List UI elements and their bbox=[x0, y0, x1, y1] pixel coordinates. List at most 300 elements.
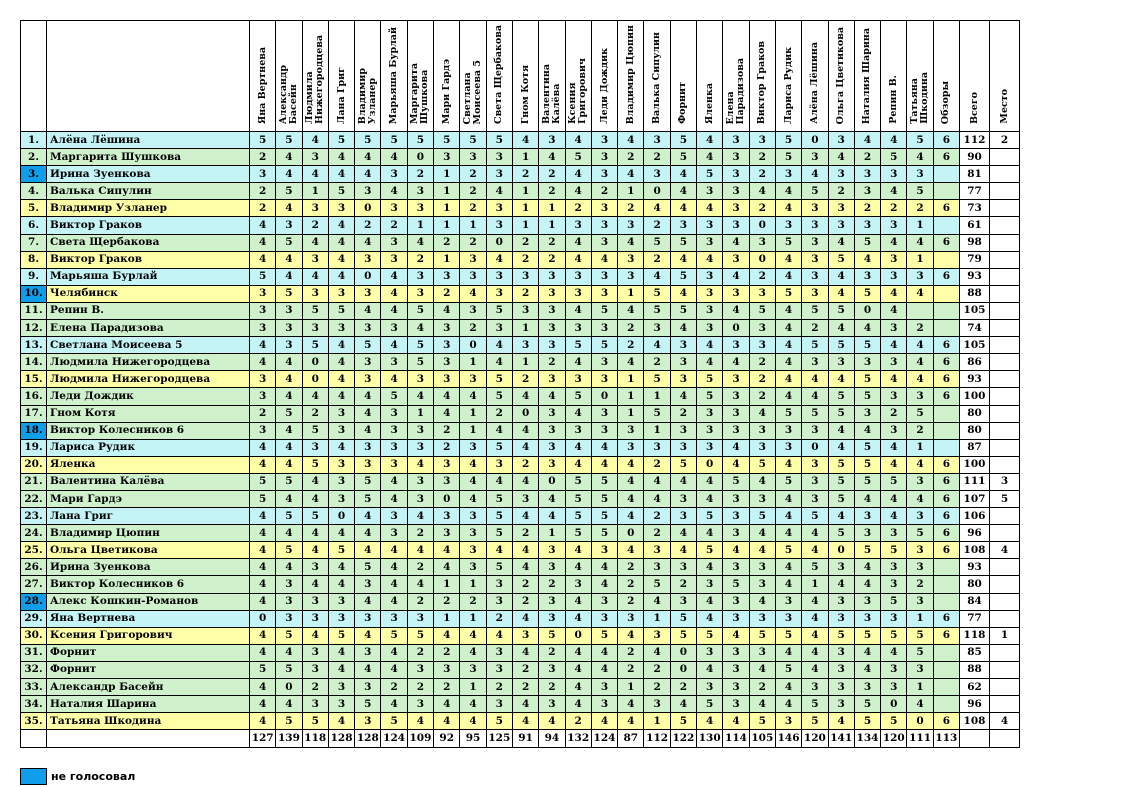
row-place: 3 bbox=[990, 473, 1020, 490]
row-number: 16. bbox=[21, 388, 47, 405]
row-total: 93 bbox=[960, 371, 990, 388]
score-cell: 6 bbox=[933, 371, 959, 388]
score-cell: 2 bbox=[486, 679, 512, 696]
score-cell: 2 bbox=[460, 166, 486, 183]
participant-name: Ксения Григорович bbox=[47, 627, 250, 644]
score-cell: 5 bbox=[775, 234, 801, 251]
score-cell: 4 bbox=[512, 388, 538, 405]
column-total: 91 bbox=[512, 730, 538, 748]
score-cell bbox=[933, 251, 959, 268]
row-total: 84 bbox=[960, 593, 990, 610]
score-cell: 3 bbox=[381, 320, 407, 337]
score-cell: 5 bbox=[276, 713, 302, 730]
score-cell bbox=[933, 679, 959, 696]
score-cell: 6 bbox=[933, 337, 959, 354]
score-cell: 3 bbox=[591, 542, 617, 559]
score-cell: 4 bbox=[565, 439, 591, 456]
score-cell: 3 bbox=[775, 439, 801, 456]
score-cell: 4 bbox=[828, 234, 854, 251]
score-cell: 3 bbox=[802, 473, 828, 490]
score-cell: 3 bbox=[749, 285, 775, 302]
score-cell: 6 bbox=[933, 627, 959, 644]
score-cell: 4 bbox=[486, 251, 512, 268]
score-cell: 3 bbox=[723, 337, 749, 354]
score-cell: 5 bbox=[854, 439, 880, 456]
row-number: 10. bbox=[21, 285, 47, 302]
judge-header bbox=[407, 21, 433, 132]
score-cell: 0 bbox=[749, 251, 775, 268]
table-row bbox=[21, 183, 1020, 200]
score-cell: 4 bbox=[460, 627, 486, 644]
row-place bbox=[990, 337, 1020, 354]
score-cell: 3 bbox=[723, 183, 749, 200]
score-cell: 5 bbox=[407, 354, 433, 371]
score-cell: 1 bbox=[618, 285, 644, 302]
score-cell: 3 bbox=[512, 627, 538, 644]
score-cell: 2 bbox=[512, 251, 538, 268]
row-total: 105 bbox=[960, 302, 990, 319]
score-cell bbox=[933, 320, 959, 337]
score-cell: 2 bbox=[460, 200, 486, 217]
score-cell: 5 bbox=[881, 473, 907, 490]
score-cell: 2 bbox=[881, 200, 907, 217]
table-row bbox=[21, 679, 1020, 696]
score-cell: 3 bbox=[828, 166, 854, 183]
score-cell: 3 bbox=[775, 593, 801, 610]
score-cell: 3 bbox=[881, 576, 907, 593]
score-cell: 0 bbox=[355, 200, 381, 217]
row-place bbox=[990, 405, 1020, 422]
score-cell: 4 bbox=[644, 490, 670, 507]
score-cell: 5 bbox=[828, 302, 854, 319]
score-cell: 4 bbox=[670, 285, 696, 302]
score-cell: 2 bbox=[565, 713, 591, 730]
participant-name: Светлана Моисеева 5 bbox=[47, 337, 250, 354]
score-cell: 3 bbox=[591, 405, 617, 422]
score-cell: 3 bbox=[670, 217, 696, 234]
score-cell: 4 bbox=[802, 525, 828, 542]
score-cell: 2 bbox=[407, 251, 433, 268]
row-place: 4 bbox=[990, 542, 1020, 559]
column-total: 130 bbox=[697, 730, 723, 748]
score-cell: 4 bbox=[749, 183, 775, 200]
row-number: 6. bbox=[21, 217, 47, 234]
score-cell: 2 bbox=[591, 183, 617, 200]
score-cell bbox=[933, 183, 959, 200]
row-number: 15. bbox=[21, 371, 47, 388]
score-cell: 3 bbox=[697, 302, 723, 319]
column-total: 125 bbox=[486, 730, 512, 748]
score-cell: 4 bbox=[565, 302, 591, 319]
score-cell: 3 bbox=[434, 149, 460, 166]
score-cell: 5 bbox=[907, 132, 933, 149]
score-cell: 3 bbox=[328, 285, 354, 302]
score-cell: 4 bbox=[723, 439, 749, 456]
score-cell: 4 bbox=[618, 302, 644, 319]
score-cell: 3 bbox=[434, 473, 460, 490]
score-cell: 4 bbox=[512, 542, 538, 559]
score-cell: 4 bbox=[512, 439, 538, 456]
score-cell: 3 bbox=[749, 576, 775, 593]
score-cell: 4 bbox=[854, 661, 880, 678]
score-cell: 5 bbox=[644, 302, 670, 319]
score-cell: 5 bbox=[881, 593, 907, 610]
score-cell: 3 bbox=[302, 251, 328, 268]
score-cell: 3 bbox=[723, 217, 749, 234]
score-cell: 3 bbox=[723, 149, 749, 166]
participant-name: Лана Григ bbox=[47, 508, 250, 525]
row-place bbox=[990, 371, 1020, 388]
score-cell: 5 bbox=[775, 132, 801, 149]
score-cell: 4 bbox=[328, 166, 354, 183]
score-cell: 3 bbox=[486, 200, 512, 217]
score-cell: 4 bbox=[355, 593, 381, 610]
score-cell: 4 bbox=[802, 388, 828, 405]
score-cell: 4 bbox=[618, 234, 644, 251]
score-cell: 3 bbox=[644, 166, 670, 183]
score-cell: 0 bbox=[328, 508, 354, 525]
table-row bbox=[21, 593, 1020, 610]
score-cell: 5 bbox=[302, 713, 328, 730]
score-cell: 1 bbox=[434, 251, 460, 268]
score-cell: 3 bbox=[539, 559, 565, 576]
score-cell: 2 bbox=[512, 679, 538, 696]
score-cell: 3 bbox=[670, 354, 696, 371]
score-cell: 4 bbox=[775, 302, 801, 319]
score-cell: 3 bbox=[355, 320, 381, 337]
judge-name: Яна Вертнева bbox=[256, 46, 268, 124]
score-cell: 4 bbox=[486, 473, 512, 490]
score-cell: 4 bbox=[355, 234, 381, 251]
participant-name: Ирина Зуенкова bbox=[47, 166, 250, 183]
score-cell: 2 bbox=[749, 679, 775, 696]
score-sheet bbox=[20, 20, 1020, 748]
score-cell: 5 bbox=[644, 576, 670, 593]
judge-header bbox=[591, 21, 617, 132]
score-cell: 3 bbox=[802, 422, 828, 439]
row-place bbox=[990, 559, 1020, 576]
score-cell: 2 bbox=[644, 354, 670, 371]
score-cell: 4 bbox=[355, 149, 381, 166]
score-cell: 4 bbox=[328, 217, 354, 234]
score-cell: 3 bbox=[828, 200, 854, 217]
score-cell: 0 bbox=[854, 302, 880, 319]
score-cell: 4 bbox=[381, 371, 407, 388]
score-cell: 3 bbox=[881, 525, 907, 542]
score-cell: 5 bbox=[749, 713, 775, 730]
score-cell: 3 bbox=[907, 388, 933, 405]
score-cell: 2 bbox=[302, 217, 328, 234]
score-cell: 2 bbox=[434, 593, 460, 610]
score-cell: 1 bbox=[644, 422, 670, 439]
score-cell: 4 bbox=[460, 285, 486, 302]
score-cell: 1 bbox=[539, 200, 565, 217]
score-cell: 2 bbox=[618, 337, 644, 354]
judge-name: Репин В. bbox=[887, 75, 899, 124]
score-cell: 3 bbox=[881, 661, 907, 678]
score-cell: 4 bbox=[591, 576, 617, 593]
score-cell: 3 bbox=[723, 644, 749, 661]
score-cell: 3 bbox=[539, 405, 565, 422]
score-cell: 2 bbox=[381, 679, 407, 696]
score-cell: 0 bbox=[618, 525, 644, 542]
score-cell: 3 bbox=[697, 576, 723, 593]
score-cell: 3 bbox=[434, 268, 460, 285]
score-cell: 3 bbox=[907, 593, 933, 610]
score-cell: 1 bbox=[512, 149, 538, 166]
row-place bbox=[990, 661, 1020, 678]
score-cell: 4 bbox=[723, 354, 749, 371]
score-cell: 3 bbox=[697, 405, 723, 422]
score-cell: 4 bbox=[854, 422, 880, 439]
score-cell: 2 bbox=[460, 234, 486, 251]
score-cell: 2 bbox=[460, 593, 486, 610]
score-cell: 0 bbox=[302, 371, 328, 388]
row-place bbox=[990, 200, 1020, 217]
score-cell: 4 bbox=[355, 166, 381, 183]
score-cell: 3 bbox=[328, 456, 354, 473]
score-cell: 4 bbox=[355, 627, 381, 644]
table-row bbox=[21, 508, 1020, 525]
score-cell: 4 bbox=[302, 166, 328, 183]
score-cell: 3 bbox=[854, 405, 880, 422]
score-cell: 4 bbox=[302, 132, 328, 149]
row-place bbox=[990, 456, 1020, 473]
row-place bbox=[990, 593, 1020, 610]
score-cell: 3 bbox=[749, 132, 775, 149]
score-cell: 5 bbox=[250, 132, 276, 149]
column-total: 134 bbox=[854, 730, 880, 748]
score-cell: 3 bbox=[276, 576, 302, 593]
score-cell: 4 bbox=[250, 679, 276, 696]
score-cell: 4 bbox=[618, 354, 644, 371]
score-cell: 3 bbox=[328, 490, 354, 507]
score-cell: 1 bbox=[434, 166, 460, 183]
judge-header bbox=[355, 21, 381, 132]
score-cell: 2 bbox=[854, 149, 880, 166]
score-cell: 5 bbox=[355, 473, 381, 490]
score-cell: 1 bbox=[434, 200, 460, 217]
score-cell: 5 bbox=[828, 473, 854, 490]
score-cell: 1 bbox=[512, 183, 538, 200]
score-cell: 3 bbox=[644, 542, 670, 559]
table-row bbox=[21, 200, 1020, 217]
score-cell: 3 bbox=[539, 302, 565, 319]
score-cell: 5 bbox=[907, 525, 933, 542]
row-place bbox=[990, 251, 1020, 268]
judge-name: Яленка bbox=[703, 82, 715, 124]
table-row bbox=[21, 439, 1020, 456]
score-cell: 4 bbox=[355, 525, 381, 542]
score-cell: 4 bbox=[670, 473, 696, 490]
score-cell: 2 bbox=[618, 559, 644, 576]
score-cell: 4 bbox=[512, 713, 538, 730]
score-cell: 4 bbox=[512, 422, 538, 439]
score-cell: 3 bbox=[775, 217, 801, 234]
score-cell: 1 bbox=[618, 371, 644, 388]
score-cell: 4 bbox=[565, 593, 591, 610]
score-cell: 5 bbox=[828, 627, 854, 644]
score-cell: 4 bbox=[907, 696, 933, 713]
score-cell: 3 bbox=[644, 439, 670, 456]
score-cell: 3 bbox=[723, 490, 749, 507]
score-cell: 4 bbox=[565, 661, 591, 678]
judge-name: Валентина Калёва bbox=[540, 64, 562, 124]
score-cell: 6 bbox=[933, 388, 959, 405]
score-cell: 3 bbox=[539, 439, 565, 456]
score-cell: 5 bbox=[250, 661, 276, 678]
score-cell: 4 bbox=[539, 490, 565, 507]
score-cell: 3 bbox=[749, 610, 775, 627]
score-cell: 4 bbox=[802, 627, 828, 644]
score-cell: 5 bbox=[828, 490, 854, 507]
score-cell: 2 bbox=[486, 405, 512, 422]
score-cell: 4 bbox=[749, 473, 775, 490]
score-cell: 6 bbox=[933, 508, 959, 525]
row-place bbox=[990, 388, 1020, 405]
score-cell: 2 bbox=[460, 320, 486, 337]
judge-name: Форнит bbox=[677, 82, 689, 124]
participant-name: Валентина Калёва bbox=[47, 473, 250, 490]
score-cell: 4 bbox=[539, 713, 565, 730]
totals-blank bbox=[960, 730, 990, 748]
score-cell: 3 bbox=[749, 337, 775, 354]
score-cell: 4 bbox=[854, 576, 880, 593]
score-cell: 4 bbox=[381, 473, 407, 490]
score-cell: 4 bbox=[328, 525, 354, 542]
row-number: 1. bbox=[21, 132, 47, 149]
score-cell: 2 bbox=[828, 183, 854, 200]
participant-name: Людмила Нижегородцева bbox=[47, 354, 250, 371]
score-cell bbox=[933, 285, 959, 302]
participant-name: Репин В. bbox=[47, 302, 250, 319]
score-cell: 2 bbox=[434, 439, 460, 456]
score-cell: 4 bbox=[328, 661, 354, 678]
score-cell: 4 bbox=[644, 268, 670, 285]
score-cell: 3 bbox=[591, 217, 617, 234]
row-number: 21. bbox=[21, 473, 47, 490]
score-cell: 5 bbox=[276, 132, 302, 149]
score-cell: 0 bbox=[302, 354, 328, 371]
judge-name: Ольга Цветикова bbox=[835, 26, 847, 124]
score-cell: 6 bbox=[933, 268, 959, 285]
score-cell: 6 bbox=[933, 456, 959, 473]
score-cell: 5 bbox=[302, 422, 328, 439]
score-cell: 3 bbox=[539, 132, 565, 149]
score-cell: 3 bbox=[539, 371, 565, 388]
column-total: 139 bbox=[276, 730, 302, 748]
score-cell: 3 bbox=[250, 422, 276, 439]
score-cell: 4 bbox=[250, 337, 276, 354]
score-cell: 5 bbox=[328, 132, 354, 149]
participant-name: Виктор Граков bbox=[47, 251, 250, 268]
score-cell: 4 bbox=[618, 473, 644, 490]
score-cell: 1 bbox=[907, 251, 933, 268]
score-cell: 3 bbox=[434, 525, 460, 542]
score-cell: 3 bbox=[302, 285, 328, 302]
score-cell: 2 bbox=[644, 508, 670, 525]
place-header-label: Место bbox=[998, 89, 1010, 124]
row-number: 27. bbox=[21, 576, 47, 593]
score-cell: 3 bbox=[644, 559, 670, 576]
score-cell: 3 bbox=[512, 268, 538, 285]
score-cell: 4 bbox=[434, 302, 460, 319]
score-cell: 4 bbox=[697, 713, 723, 730]
score-cell: 4 bbox=[723, 627, 749, 644]
score-cell: 2 bbox=[434, 234, 460, 251]
row-total: 88 bbox=[960, 285, 990, 302]
score-cell: 4 bbox=[276, 439, 302, 456]
score-cell: 4 bbox=[802, 371, 828, 388]
score-cell: 5 bbox=[854, 627, 880, 644]
participant-name: Владимир Узланер bbox=[47, 200, 250, 217]
score-cell: 5 bbox=[591, 337, 617, 354]
score-cell: 4 bbox=[565, 456, 591, 473]
table-row bbox=[21, 559, 1020, 576]
row-total: 88 bbox=[960, 661, 990, 678]
score-cell: 4 bbox=[802, 542, 828, 559]
participant-name: Форнит bbox=[47, 644, 250, 661]
score-cell: 5 bbox=[775, 405, 801, 422]
score-cell: 2 bbox=[355, 217, 381, 234]
row-place bbox=[990, 644, 1020, 661]
score-cell: 3 bbox=[749, 422, 775, 439]
score-cell: 4 bbox=[591, 456, 617, 473]
score-cell: 3 bbox=[539, 696, 565, 713]
score-cell: 2 bbox=[618, 644, 644, 661]
row-total: 108 bbox=[960, 542, 990, 559]
score-cell: 3 bbox=[828, 661, 854, 678]
score-cell: 3 bbox=[775, 422, 801, 439]
row-total: 85 bbox=[960, 644, 990, 661]
score-cell: 3 bbox=[854, 610, 880, 627]
score-cell: 3 bbox=[355, 285, 381, 302]
score-cell: 3 bbox=[802, 354, 828, 371]
score-cell: 4 bbox=[670, 166, 696, 183]
score-cell: 5 bbox=[670, 713, 696, 730]
score-cell: 3 bbox=[407, 285, 433, 302]
score-cell: 3 bbox=[775, 713, 801, 730]
score-cell: 3 bbox=[591, 285, 617, 302]
row-place bbox=[990, 439, 1020, 456]
score-cell: 3 bbox=[539, 320, 565, 337]
score-cell: 5 bbox=[328, 183, 354, 200]
score-cell: 4 bbox=[355, 661, 381, 678]
score-cell: 3 bbox=[854, 354, 880, 371]
score-cell: 3 bbox=[512, 302, 538, 319]
header-row bbox=[21, 21, 1020, 132]
column-total: 118 bbox=[302, 730, 328, 748]
score-cell: 3 bbox=[802, 251, 828, 268]
score-cell: 4 bbox=[565, 354, 591, 371]
score-cell: 4 bbox=[565, 405, 591, 422]
score-cell: 4 bbox=[749, 405, 775, 422]
score-cell: 5 bbox=[697, 696, 723, 713]
score-cell: 3 bbox=[670, 337, 696, 354]
score-cell: 2 bbox=[539, 166, 565, 183]
score-cell: 3 bbox=[907, 508, 933, 525]
row-place bbox=[990, 217, 1020, 234]
score-cell: 4 bbox=[775, 354, 801, 371]
score-cell: 3 bbox=[618, 610, 644, 627]
score-cell: 3 bbox=[565, 576, 591, 593]
score-cell: 3 bbox=[512, 337, 538, 354]
score-cell: 2 bbox=[407, 593, 433, 610]
score-cell: 1 bbox=[512, 320, 538, 337]
score-cell: 4 bbox=[565, 644, 591, 661]
column-total: 114 bbox=[723, 730, 749, 748]
column-total: 120 bbox=[802, 730, 828, 748]
